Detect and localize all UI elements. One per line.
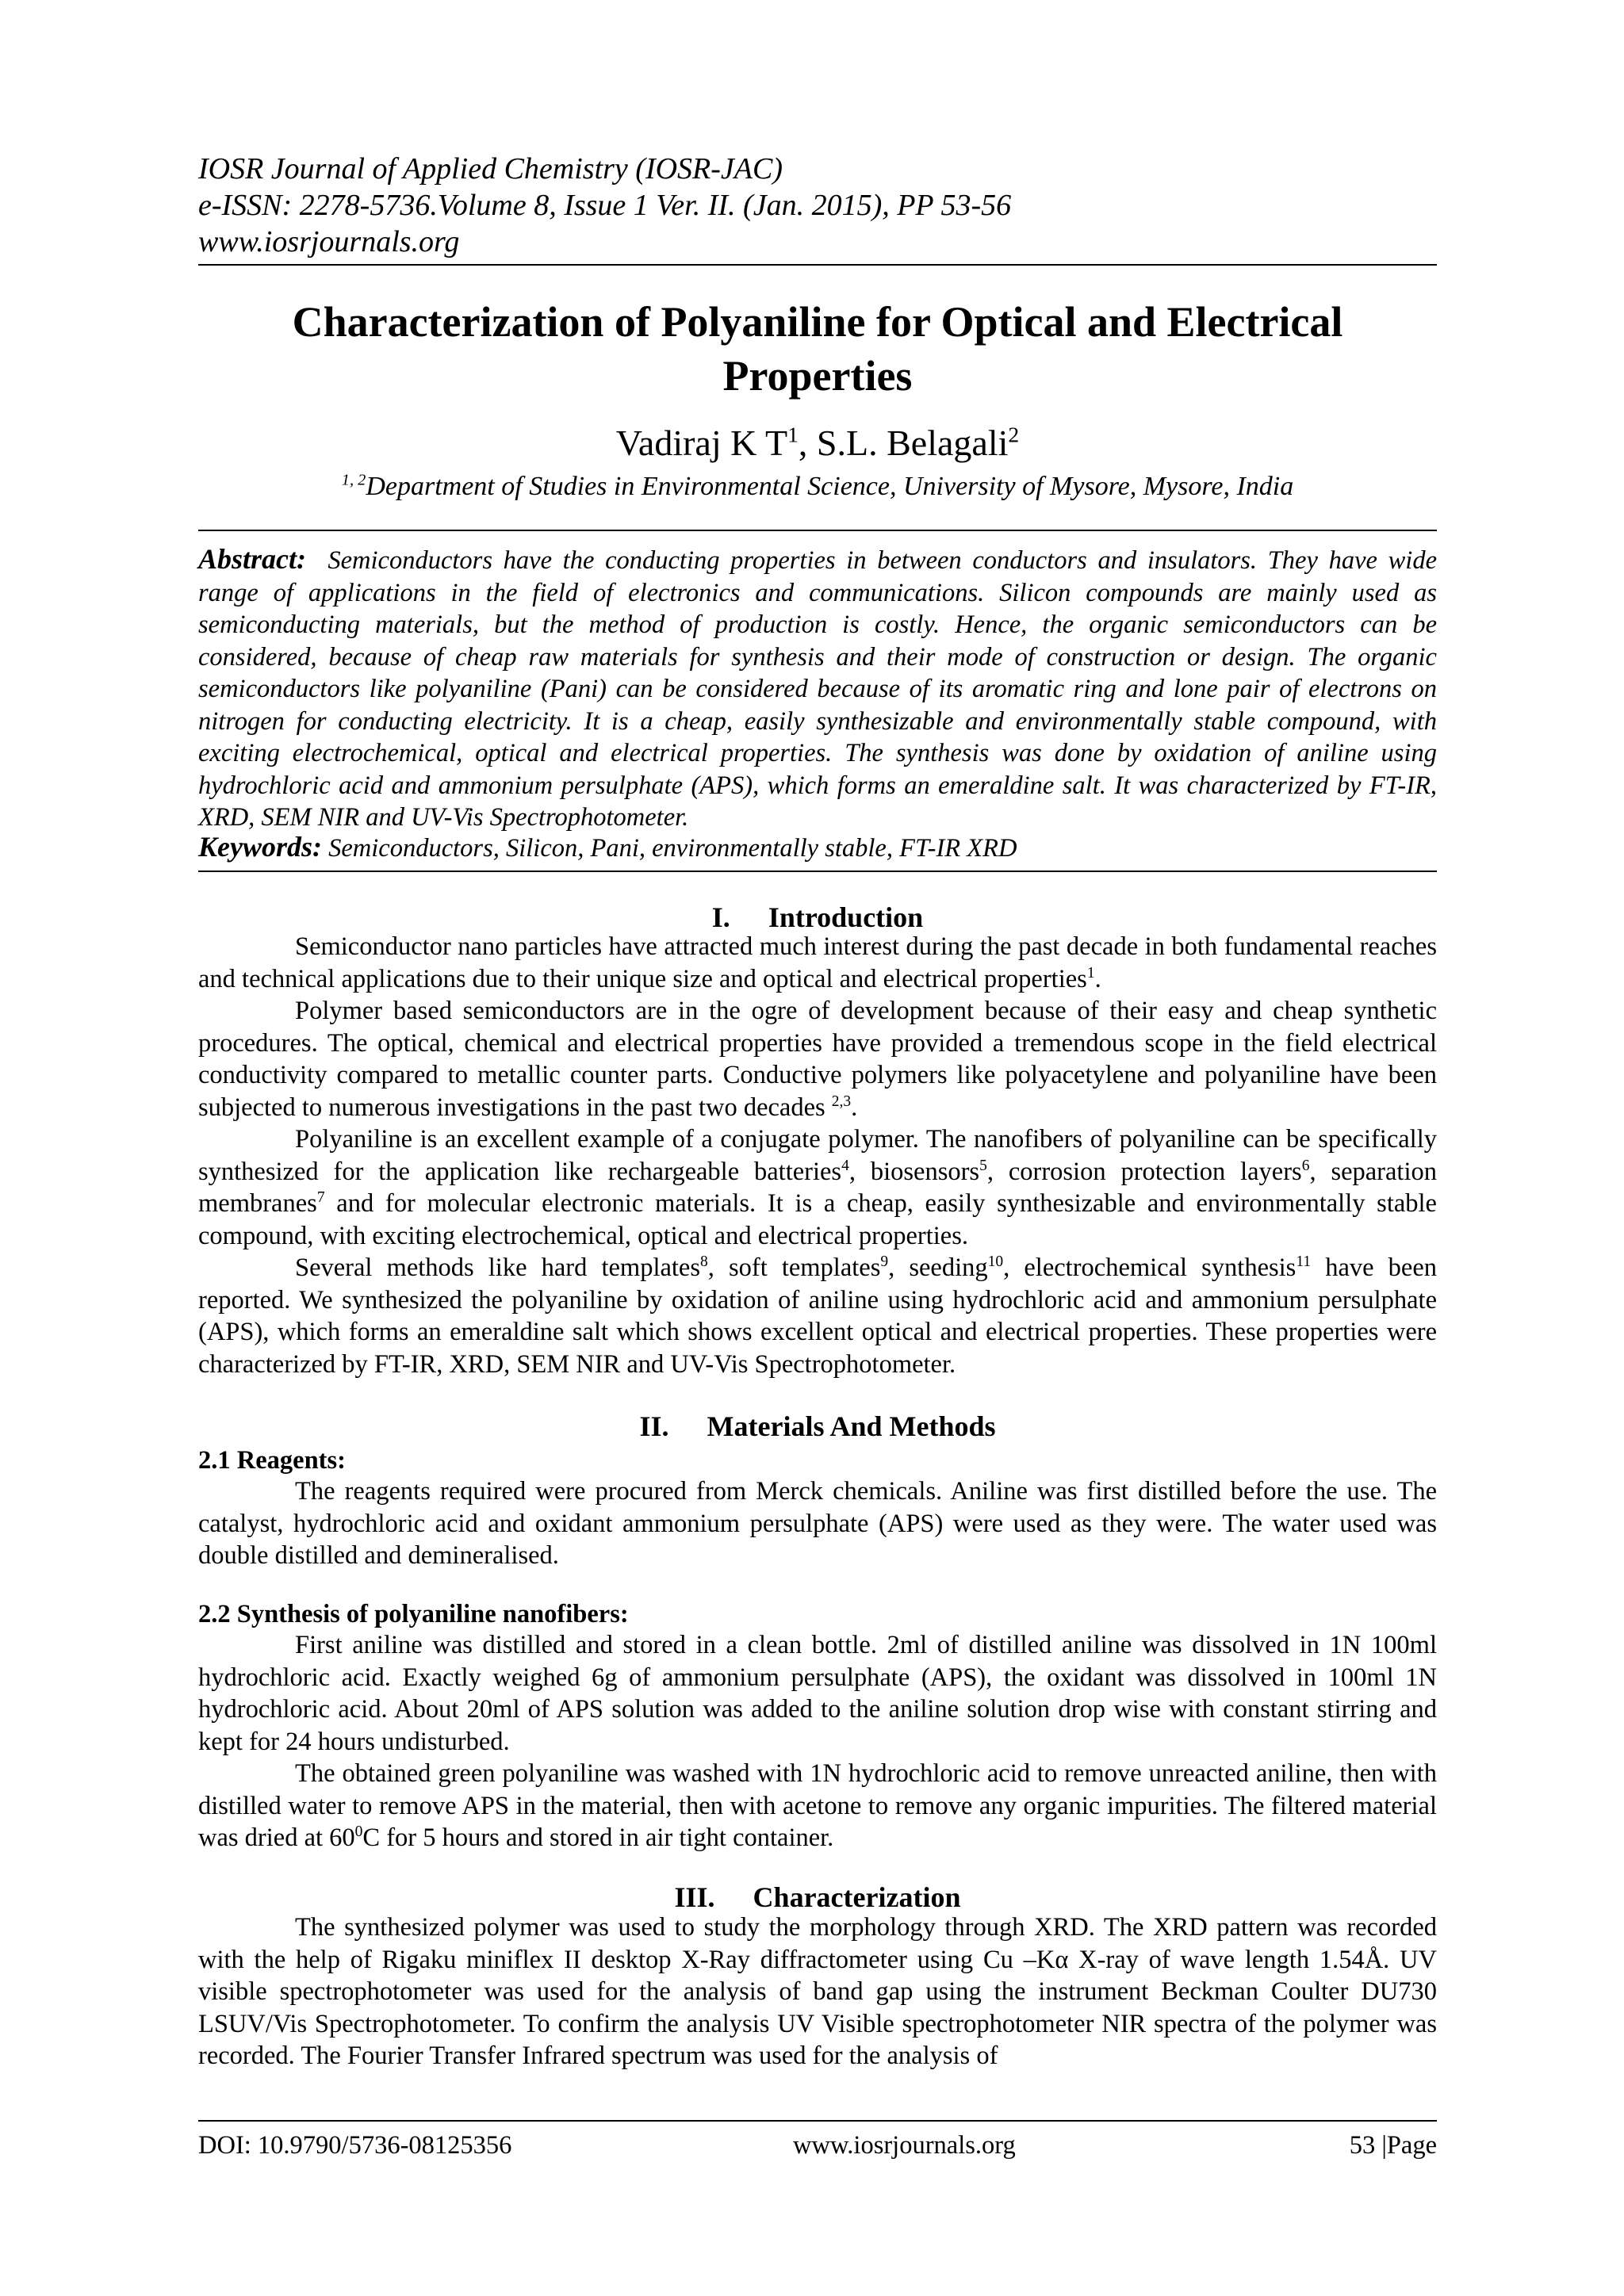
author-separator: ,	[798, 423, 817, 463]
ref-8: 8	[700, 1253, 708, 1271]
synthesis-p2-b: C for 5 hours and stored in air tight container.	[362, 1823, 834, 1852]
synthesis-paragraph-2	[198, 1758, 1437, 1854]
footer-rule	[198, 2120, 1437, 2122]
section-1-title: Introduction	[768, 901, 924, 933]
section-3-title: Characterization	[753, 1881, 961, 1913]
keywords-label: Keywords:	[198, 831, 322, 863]
section-3-number: III.	[674, 1881, 715, 1913]
intro-p3-c: , corrosion protection layers	[986, 1157, 1302, 1186]
intro-p4-d: , electrochemical synthesis	[1003, 1253, 1297, 1282]
subsection-2-1-body	[198, 1475, 1437, 1572]
subsection-2-2-body	[198, 1629, 1437, 1854]
ref-10: 10	[987, 1253, 1004, 1271]
ref-4: 4	[841, 1157, 849, 1174]
affiliation-sup: 1, 2	[341, 471, 366, 489]
synthesis-paragraph-1: First aniline was distilled and stored in a clean bottle. 2ml of distilled aniline was dissolved in 1N 100ml hydrochloric acid. Exactly weighed 6g of ammonium persulphate (APS), the oxidant was dissolved in 100ml 1N hydrochloric acid. About 20ml of APS solution was added to the aniline solution drop wise with constant stirring and kept for 24 hours undisturbed.	[198, 1631, 1437, 1756]
ref-2-3: 2,3	[831, 1093, 852, 1110]
author-1-sup: 1	[787, 422, 799, 447]
ref-11: 11	[1296, 1253, 1312, 1271]
journal-header	[198, 151, 1437, 260]
intro-p1-text: Semiconductor nano particles have attracted much interest during the past decade in both fundamental reaches and technical applications due to their unique size and optical and electrical properties	[198, 932, 1437, 993]
intro-p3-b: , biosensors	[848, 1157, 980, 1186]
keywords	[198, 831, 1437, 864]
ref-5: 5	[979, 1157, 987, 1174]
section-2-title: Materials And Methods	[707, 1410, 996, 1442]
characterization-paragraph: The synthesized polymer was used to study the morphology through XRD. The XRD pattern was recorded with the help of Rigaku miniflex II desktop X-Ray diffractometer using Cu –Kα X-ray of wave length 1.54Å. UV visible spectrophotometer was used for the analysis of band gap using the instrument Beckman Coulter DU730 LSUV/Vis Spectrophotometer. To confirm the analysis UV Visible spectrophotometer NIR spectra of the polymer was recorded. The Fourier Transfer Infrared spectrum was used for the analysis of	[198, 1913, 1437, 2070]
intro-p4-c: , seeding	[888, 1253, 988, 1282]
section-1-heading	[198, 900, 1437, 935]
ref-1: 1	[1086, 964, 1095, 982]
affiliation	[198, 469, 1437, 504]
journal-issn: e-ISSN: 2278-5736.Volume 8, Issue 1 Ver. II. (Jan. 2015), PP 53-56	[198, 189, 1012, 222]
intro-p4-b: , soft templates	[707, 1253, 881, 1282]
subsection-2-2-heading: 2.2 Synthesis of polyaniline nanofibers:	[198, 1600, 629, 1628]
author-1: Vadiraj K T	[615, 423, 788, 463]
author-2: S.L. Belagali	[816, 423, 1009, 463]
author-2-sup: 2	[1008, 422, 1020, 447]
intro-paragraph-3	[198, 1123, 1437, 1252]
section-3-heading	[198, 1880, 1437, 1915]
abstract-text: Semiconductors have the conducting properties in between conductors and insulators. They have wide range of applications in the field of electronics and communications. Silicon compounds are mainly used as semiconducting materials, but the method of production is costly. Hence, the organic semiconductors can be considered, because of cheap raw materials for synthesis and their mode of construction or design. The organic semiconductors like polyaniline (Pani) can be considered because of its aromatic ring and lone pair of electrons on nitrogen for conducting electricity. It is a cheap, easily synthesizable and environmentally stable compound, with exciting electrochemical, optical and electrical properties. The synthesis was done by oxidation of aniline using hydrochloric acid and ammonium persulphate (APS), which forms an emeraldine salt. It was characterized by FT-IR, XRD, SEM NIR and UV-Vis Spectrophotometer.	[198, 546, 1437, 832]
reagents-paragraph: The reagents required were procured from Merck chemicals. Aniline was first distilled before the use. The catalyst, hydrochloric acid and oxidant ammonium persulphate (APS) were used as they were. The water used was double distilled and demineralised.	[198, 1477, 1437, 1570]
footer-website: www.iosrjournals.org	[793, 2131, 1016, 2160]
journal-name: IOSR Journal of Applied Chemistry (IOSR-JAC)	[198, 152, 783, 186]
intro-p1-end: .	[1094, 964, 1101, 993]
footer-doi: DOI: 10.9790/5736-08125356	[198, 2131, 512, 2160]
section-3-body	[198, 1911, 1437, 2072]
intro-p2-text: Polymer based semiconductors are in the ogre of development because of their easy and cheap synthetic procedures. The optical, chemical and electrical properties have provided a tremendous scope in the field electrical conductivity compared to metallic counter parts. Conductive polymers like polyacetylene and polyaniline have been subjected to numerous investigations in the past two decades	[198, 997, 1437, 1122]
abstract-top-rule	[198, 530, 1437, 531]
intro-paragraph-4	[198, 1252, 1437, 1380]
ref-9: 9	[880, 1253, 889, 1271]
intro-p3-d: , separation membranes	[198, 1157, 1437, 1218]
paper-title: Characterization of Polyaniline for Optical and Electrical Properties	[292, 298, 1343, 400]
abstract	[198, 543, 1437, 834]
header-rule	[198, 264, 1437, 266]
intro-p4-e: have been reported. We synthesized the polyaniline by oxidation of aniline using hydrochloric acid and ammonium persulphate (APS), which forms an emeraldine salt which shows excellent optical and electrical properties. These properties were characterized by FT-IR, XRD, SEM NIR and UV-Vis Spectrophotometer.	[198, 1253, 1438, 1379]
section-2-heading	[198, 1409, 1437, 1444]
section-2-number: II.	[639, 1410, 669, 1442]
intro-p2-end: .	[851, 1093, 858, 1122]
abstract-bottom-rule	[198, 871, 1437, 872]
section-1-body	[198, 931, 1437, 1380]
affiliation-text: Department of Studies in Environmental Science, University of Mysore, Mysore, India	[366, 472, 1294, 501]
intro-paragraph-2	[198, 995, 1437, 1123]
intro-paragraph-1	[198, 931, 1437, 995]
degree-sup: 0	[354, 1823, 363, 1841]
synthesis-p2-a: The obtained green polyaniline was washed with 1N hydrochloric acid to remove unreacted aniline, then with distilled water to remove APS in the material, then with acetone to remove any organic impurities. The filtered material was dried at 60	[198, 1759, 1437, 1852]
keywords-text: Semiconductors, Silicon, Pani, environmentally stable, FT-IR XRD	[328, 834, 1017, 863]
ref-7: 7	[316, 1189, 325, 1207]
intro-p3-e: and for molecular electronic materials. It is a cheap, easily synthesizable and environmentally stable compound, with exciting electrochemical, optical and electrical properties.	[198, 1189, 1437, 1250]
abstract-label: Abstract:	[198, 543, 307, 575]
footer-page-number: 53 |Page	[1349, 2131, 1437, 2160]
intro-p3-a: Polyaniline is an excellent example of a conjugate polymer. The nanofibers of polyaniline can be specifically synthesized for the application like rechargeable batteries	[198, 1125, 1437, 1186]
section-1-number: I.	[711, 901, 730, 933]
subsection-2-1-heading: 2.1 Reagents:	[198, 1446, 346, 1475]
author-line	[198, 420, 1437, 466]
intro-p4-a: Several methods like hard templates	[295, 1253, 700, 1282]
ref-6: 6	[1301, 1157, 1310, 1174]
journal-website: www.iosrjournals.org	[198, 225, 460, 258]
